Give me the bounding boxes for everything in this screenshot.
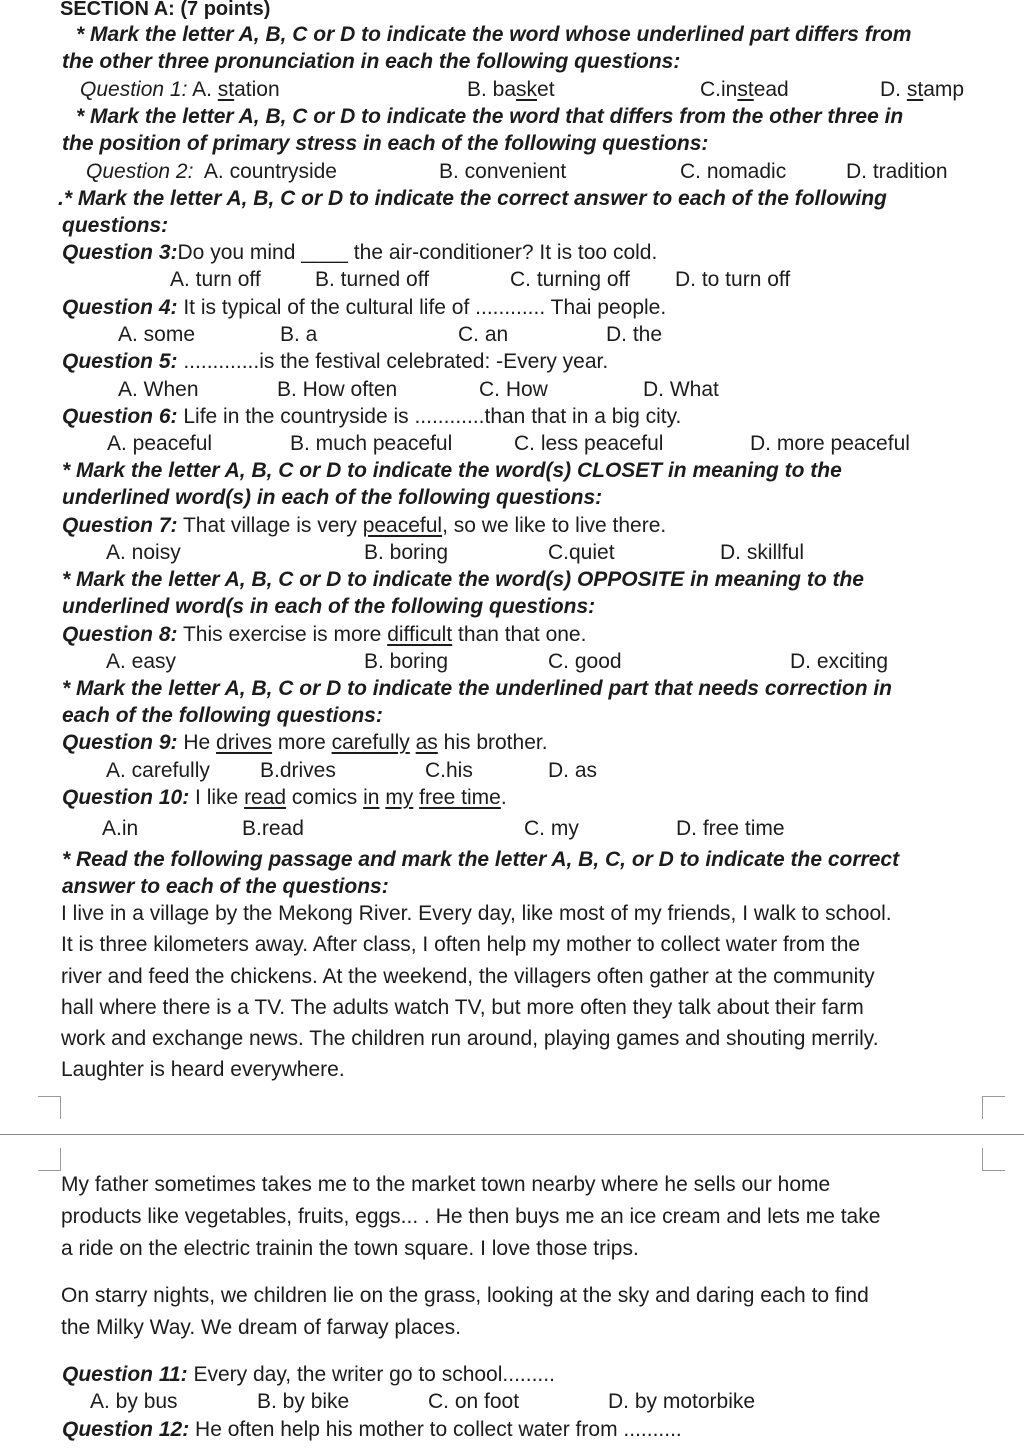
q3-option-b: B. turned off <box>315 268 430 291</box>
q9-option-a: A. carefully <box>106 759 210 782</box>
passage-line: work and exchange news. The children run around, playing games and shouting merrily. <box>61 1027 879 1050</box>
q1-option-b: B. basket <box>467 78 555 101</box>
instruction-reading-line2: answer to each of the questions: <box>62 875 389 898</box>
question-1-label: Question 1: <box>80 78 188 101</box>
passage-line: a ride on the electric trainin the town square. I love those trips. <box>61 1237 639 1260</box>
q11-option-a: A. by bus <box>90 1390 178 1413</box>
q3-option-c: C. turning off <box>510 268 630 291</box>
q10-option-c: C. my <box>524 817 579 840</box>
question-3: Question 3:Do you mind ____ the air-conditioner? It is too cold. <box>62 241 658 264</box>
q6-option-d: D. more peaceful <box>750 432 910 455</box>
q7-option-c: C.quiet <box>548 541 615 564</box>
page-corner-mark-bottom-right <box>982 1148 1005 1171</box>
question-9: Question 9: He drives more carefully as his brother. <box>62 731 548 754</box>
section-title: SECTION A: (7 points) <box>60 0 271 20</box>
q4-option-c: C. an <box>458 323 509 346</box>
passage-line: My father sometimes takes me to the market town nearby where he sells our home <box>61 1173 831 1196</box>
question-8: Question 8: This exercise is more difficult than that one. <box>62 623 587 646</box>
q8-option-d: D. exciting <box>790 650 889 673</box>
question-11: Question 11: Every day, the writer go to school......... <box>62 1363 555 1386</box>
q3-option-a: A. turn off <box>170 268 261 291</box>
q3-option-d: D. to turn off <box>675 268 791 291</box>
question-2 <box>86 159 337 185</box>
q3-blank: ____ <box>301 241 348 264</box>
instruction-opposite-line2: underlined word(s in each of the following questions: <box>62 595 596 618</box>
q2-option-a: A. countryside <box>203 160 337 183</box>
q7-option-d: D. skillful <box>720 541 805 564</box>
question-12-label: Question 12: <box>62 1418 190 1441</box>
instruction-correct-line2: questions: <box>62 214 169 237</box>
q1-option-a: A. station <box>192 78 280 101</box>
q9-option-b: B.drives <box>260 759 336 782</box>
passage-line: On starry nights, we children lie on the grass, looking at the sky and daring each to find <box>61 1284 869 1307</box>
page-break-divider <box>0 1134 1024 1135</box>
question-9-label: Question 9: <box>62 731 178 754</box>
passage-line: the Milky Way. We dream of farway places. <box>61 1316 461 1339</box>
instruction-correction-line1: * Mark the letter A, B, C or D to indicate the underlined part that needs correction in <box>62 677 893 700</box>
question-6-label: Question 6: <box>62 405 178 428</box>
passage-line: products like vegetables, fruits, eggs... . He then buys me an ice cream and lets me take <box>61 1205 881 1228</box>
q4-option-a: A. some <box>118 323 196 346</box>
instruction-correct-line1: .* Mark the letter A, B, C or D to indicate the correct answer to each of the following <box>58 187 887 210</box>
q10-option-a: A.in <box>102 817 139 840</box>
instruction-correction-line2: each of the following questions: <box>62 704 383 727</box>
q11-option-c: C. on foot <box>428 1390 520 1413</box>
q1-option-d: D. stamp <box>880 78 965 101</box>
question-7: Question 7: That village is very peaceful, so we like to live there. <box>62 514 667 537</box>
q11-option-b: B. by bike <box>257 1390 350 1413</box>
q2-option-c: C. nomadic <box>680 160 787 183</box>
question-10: Question 10: I like read comics in my free time. <box>62 786 507 809</box>
instruction-reading-line1: * Read the following passage and mark the letter A, B, C, or D to indicate the correct <box>62 848 900 871</box>
passage-line: I live in a village by the Mekong River. Every day, like most of my friends, I walk to school. <box>61 902 892 925</box>
q7-option-a: A. noisy <box>106 541 181 564</box>
question-7-label: Question 7: <box>62 514 178 537</box>
q10-option-b: B.read <box>242 817 304 840</box>
q8-option-b: B. boring <box>364 650 449 673</box>
instruction-closest-line1: * Mark the letter A, B, C or D to indicate the word(s) CLOSET in meaning to the <box>62 459 842 482</box>
q7-underlined-word: peaceful <box>362 514 443 537</box>
page-corner-mark-top-right <box>982 1096 1005 1119</box>
q5-option-b: B. How often <box>277 378 398 401</box>
instruction-pronunciation-line1: * Mark the letter A, B, C or D to indicate the word whose underlined part differs from <box>76 23 912 46</box>
question-11-label: Question 11: <box>62 1363 188 1386</box>
q9-option-c: C.his <box>425 759 473 782</box>
question-6: Question 6: Life in the countryside is ............than that in a big city. <box>62 405 682 428</box>
instruction-opposite-line1: * Mark the letter A, B, C or D to indicate the word(s) OPPOSITE in meaning to the <box>62 568 864 591</box>
question-5: Question 5: .............is the festival celebrated: -Every year. <box>62 350 609 373</box>
instruction-stress-line2: the position of primary stress in each of the following questions: <box>62 132 709 155</box>
q11-option-d: D. by motorbike <box>608 1390 756 1413</box>
question-12: Question 12: He often help his mother to collect water from .......... <box>62 1418 682 1441</box>
passage-line: It is three kilometers away. After class, I often help my mother to collect water from the <box>61 933 861 956</box>
question-10-label: Question 10: <box>62 786 190 809</box>
question-1 <box>80 77 280 103</box>
q8-underlined-word: difficult <box>387 623 453 646</box>
q5-option-d: D. What <box>643 378 719 401</box>
q2-option-b: B. convenient <box>439 160 567 183</box>
q6-option-b: B. much peaceful <box>290 432 453 455</box>
page-corner-mark-top-left <box>38 1096 61 1119</box>
instruction-closest-line2: underlined word(s) in each of the following questions: <box>62 486 603 509</box>
q2-option-d: D. tradition <box>846 160 948 183</box>
q10-option-d: D. free time <box>676 817 785 840</box>
instruction-pronunciation-line2: the other three pronunciation in each the following questions: <box>62 50 681 73</box>
q5-option-a: A. When <box>118 378 199 401</box>
question-5-label: Question 5: <box>62 350 178 373</box>
instruction-stress-line1: * Mark the letter A, B, C or D to indicate the word that differs from the other three in <box>76 105 904 128</box>
q1-option-c: C.instead <box>700 78 789 101</box>
q6-option-a: A. peaceful <box>107 432 213 455</box>
question-3-label: Question 3: <box>62 241 178 264</box>
q8-option-a: A. easy <box>106 650 177 673</box>
question-8-label: Question 8: <box>62 623 178 646</box>
q5-option-c: C. How <box>479 378 548 401</box>
page-corner-mark-bottom-left <box>38 1148 61 1171</box>
q8-option-c: C. good <box>548 650 622 673</box>
q4-option-b: B. a <box>280 323 318 346</box>
passage-line: river and feed the chickens. At the weekend, the villagers often gather at the community <box>61 965 875 988</box>
q9-option-d: D. as <box>548 759 598 782</box>
passage-line: Laughter is heard everywhere. <box>61 1058 345 1081</box>
question-2-label: Question 2: <box>86 160 194 183</box>
q7-option-b: B. boring <box>364 541 449 564</box>
question-4-label: Question 4: <box>62 296 178 319</box>
q6-option-c: C. less peaceful <box>514 432 664 455</box>
q4-option-d: D. the <box>606 323 663 346</box>
passage-line: hall where there is a TV. The adults watch TV, but more often they talk about their farm <box>61 996 864 1019</box>
question-4: Question 4: It is typical of the cultural life of ............ Thai people. <box>62 296 667 319</box>
